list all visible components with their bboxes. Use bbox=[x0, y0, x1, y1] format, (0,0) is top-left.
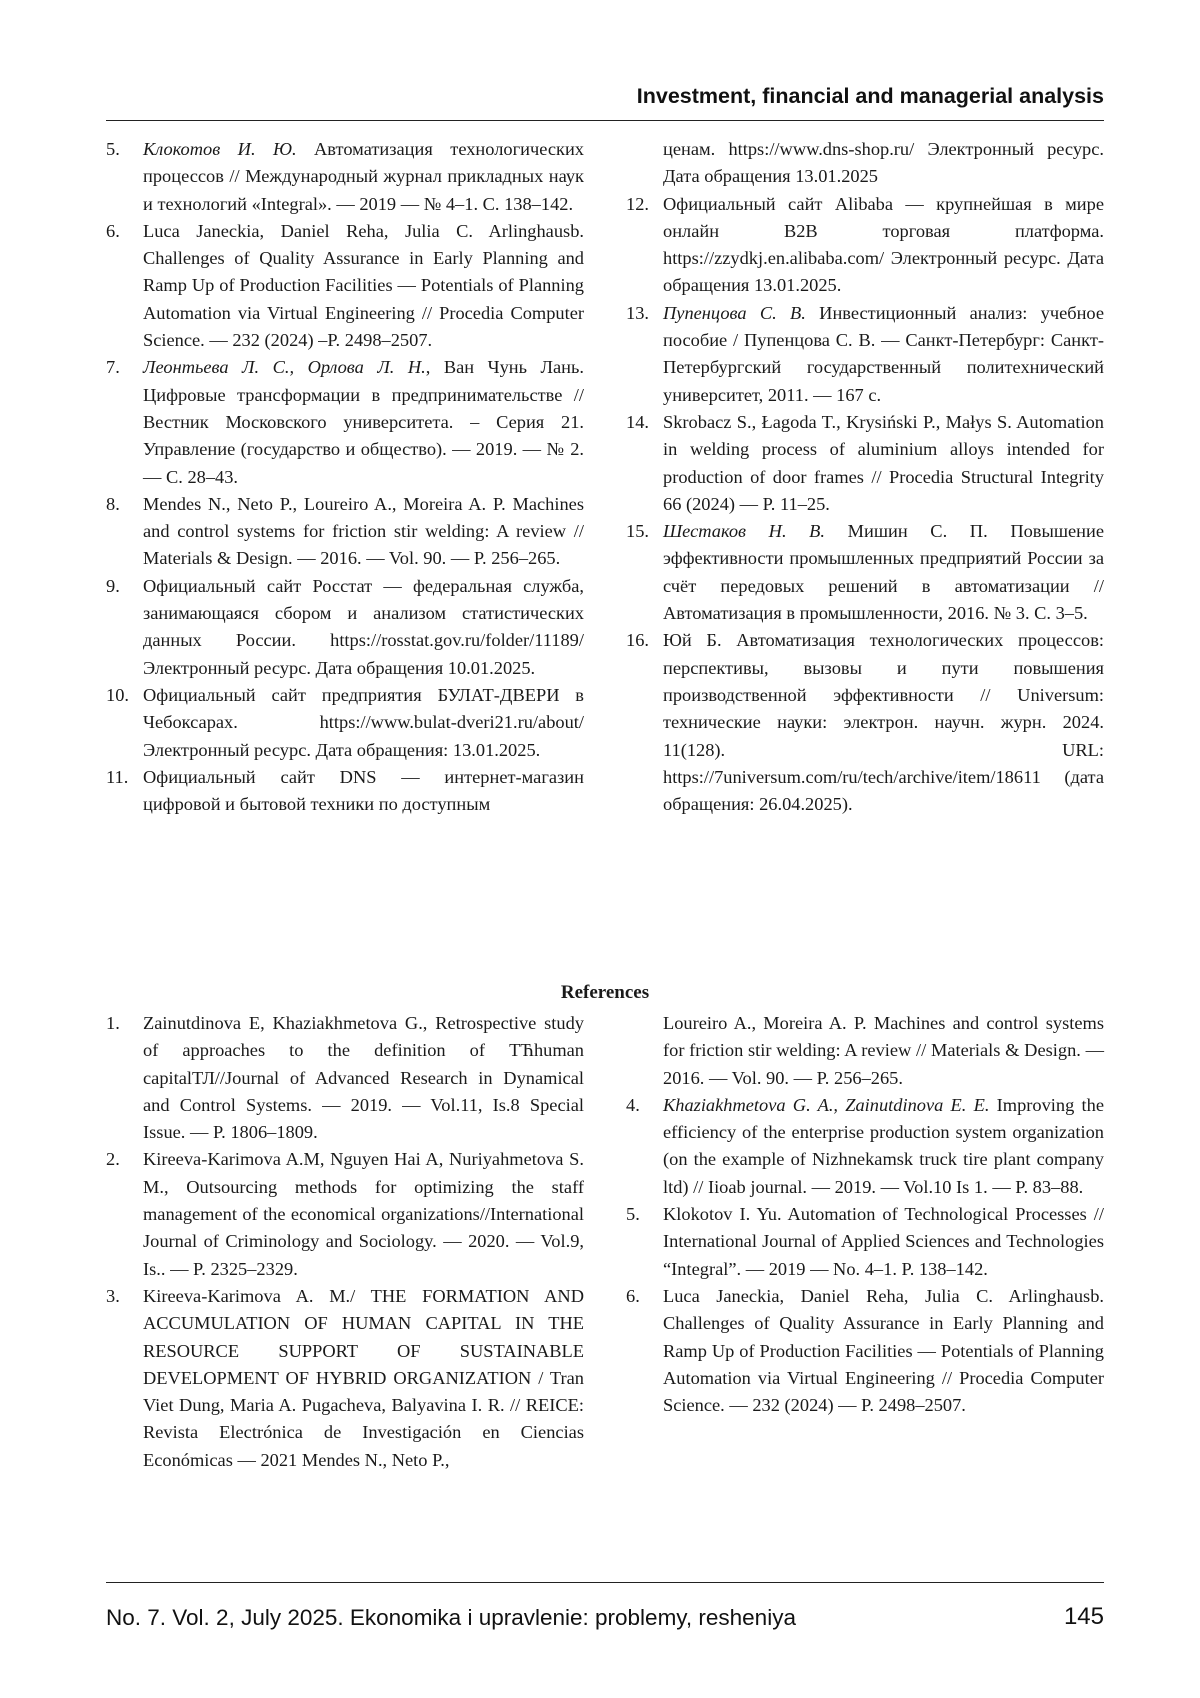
references-heading: References bbox=[560, 982, 650, 1003]
list-item-continuation: ценам. https://www.dns-shop.ru/ Электронный ресурс. Дата обращения 13.01.2025 bbox=[663, 139, 1104, 187]
sources-list-left bbox=[106, 136, 584, 818]
references-right-column bbox=[626, 1010, 1104, 1419]
journal-citation: No. 7. Vol. 2, July 2025. Ekonomika i upravlenie: problemy, resheniya bbox=[106, 1605, 796, 1630]
list-item-continuation: Loureiro A., Moreira A. P. Machines and control systems for friction stir welding: A review // Materials & Design. — 2016. — Vol. 90. — P. 256–265. bbox=[663, 1013, 1104, 1088]
list-item: 1. Zainutdinova E, Khaziakhmetova G., Retrospective study of approaches to the definition of ТЋhuman capitalТЛ//Journal of Advanced Research in Dynamical and Control Systems. — 2019. — Vol.11, Is.8 Special Issue. — P. 1806–1809. bbox=[106, 1013, 584, 1143]
list-item: 15. Шестаков Н. В. Мишин С. П. Повышение эффективности промышленных предприятий России за счёт передовых решений в автоматизации // Автоматизация в промышленности, 2016. № 3. С. 3–5. bbox=[626, 521, 1104, 624]
list-item: 3. Kireeva-Karimova A. M./ THE FORMATION AND ACCUMULATION OF HUMAN CAPITAL IN THE RESOURCE SUPPORT OF SUSTAINABLE DEVELOPMENT OF HYBRID ORGANIZATION / Tran Viet Dung, Maria A. Pugacheva, Balyavina I. R. // REICE: Revista Electrónica de Investigación en Ciencias Económicas — 2021 Mendes N., Neto P., bbox=[106, 1285, 584, 1470]
list-item: 8. Mendes N., Neto P., Loureiro A., Moreira A. P. Machines and control systems for friction stir welding: A review // Materials & Design. — 2016. — Vol. 90. — P. 256–265. bbox=[106, 493, 584, 569]
sources-right-column bbox=[626, 136, 1104, 818]
list-item: 16. Юй Б. Автоматизация технологических процессов: перспективы, вызовы и пути повышения производственной эффективности // Universum: технические науки: электрон. научн. журн. 2024. 11(128). URL: https://7universum.com/ru/tech/archive/item/18611 (дата обращения: 26.04.2025). bbox=[626, 630, 1104, 815]
list-item: 4. Khaziakhmetova G. A., Zainutdinova E. E. Improving the efficiency of the enterprise production system organization (on the example of Nizhnekamsk truck tire plant company ltd) // Iioab journal. — 2019. — Vol.10 Is 1. — P. 83–88. bbox=[626, 1094, 1104, 1197]
list-item: 9. Официальный сайт Росстат — федеральная служба, занимающаяся сбором и анализом статистических данных России. https://rosstat.gov.ru/folder/11189/ Электронный ресурс. Дата обращения 10.01.2025. bbox=[106, 575, 584, 678]
list-item: 6. Luca Janeckia, Daniel Reha, Julia C. Arlinghausb. Challenges of Quality Assurance in Early Planning and Ramp Up of Production Facilities — Potentials of Planning Automation via Virtual Engineering // Procedia Computer Science. — 232 (2024) — P. 2498–2507. bbox=[626, 1285, 1104, 1416]
list-item: 5. Klokotov I. Yu. Automation of Technological Processes // International Journal of Applied Sciences and Technologies “Integral”. — 2019 — No. 4–1. P. 138–142. bbox=[626, 1204, 1104, 1279]
list-item: 10. Официальный сайт предприятия БУЛАТ-ДВЕРИ в Чебоксарах. https://www.bulat-dveri21.ru/about/ Электронный ресурс. Дата обращения: 13.01.2025. bbox=[106, 684, 584, 760]
list-item: 6. Luca Janeckia, Daniel Reha, Julia C. Arlinghausb. Challenges of Quality Assurance in Early Planning and Ramp Up of Production Facilities — Potentials of Planning Automation via Virtual Engineering // Procedia Computer Science. — 232 (2024) –P. 2498–2507. bbox=[106, 220, 584, 351]
list-item: 13. Пупенцова С. В. Инвестиционный анализ: учебное пособие / Пупенцова С. В. — Санкт-Петербург: Санкт-Петербургский государственный политехнический университет, 2011. — 167 с. bbox=[626, 302, 1105, 405]
list-item: 5. Клокотов И. Ю. Автоматизация технологических процессов // Международный журнал прикладных наук и технологий «Integral». — 2019 — № 4–1. С. 138–142. bbox=[106, 139, 584, 214]
references-left-column bbox=[106, 1010, 584, 1474]
list-item: 7. Леонтьева Л. С., Орлова Л. Н., Ван Чунь Лань. Цифровые трансформации в предпринимательстве // Вестник Московского университета. – Серия 21. Управление (государство и общество). — 2019. — № 2. — С. 28–43. bbox=[106, 357, 584, 487]
page-footer bbox=[106, 1582, 1104, 1630]
sources-left-column bbox=[106, 136, 584, 818]
list-item: 2. Kireeva-Karimova A.M, Nguyen Hai A, Nuriyahmetova S. M., Outsourcing methods for optimizing the staff management of the economical organizations//International Journal of Criminology and Sociology. — 2020. — Vol.9, Is.. — P. 2325–2329. bbox=[106, 1149, 584, 1279]
list-item: 14. Skrobacz S., Łagoda T., Krysiński P., Małys S. Automation in welding process of aluminium alloys intended for production of door frames // Procedia Structural Integrity 66 (2024) — P. 11–25. bbox=[626, 411, 1104, 514]
section-title: Investment, financial and managerial analysis bbox=[636, 84, 1104, 108]
list-item: 11. Официальный сайт DNS — интернет-магазин цифровой и бытовой техники по доступным bbox=[106, 766, 584, 815]
list-item: 12. Официальный сайт Alibaba — крупнейшая в мире онлайн B2B торговая платформа. https://zzydkj.en.alibaba.com/ Электронный ресурс. Дата обращения 13.01.2025. bbox=[626, 193, 1104, 296]
references-list-left bbox=[106, 1010, 584, 1474]
sources-list-right bbox=[626, 136, 1104, 818]
running-header bbox=[106, 82, 1104, 121]
page-number: 145 bbox=[1063, 1603, 1104, 1630]
references-list-right bbox=[626, 1010, 1104, 1419]
